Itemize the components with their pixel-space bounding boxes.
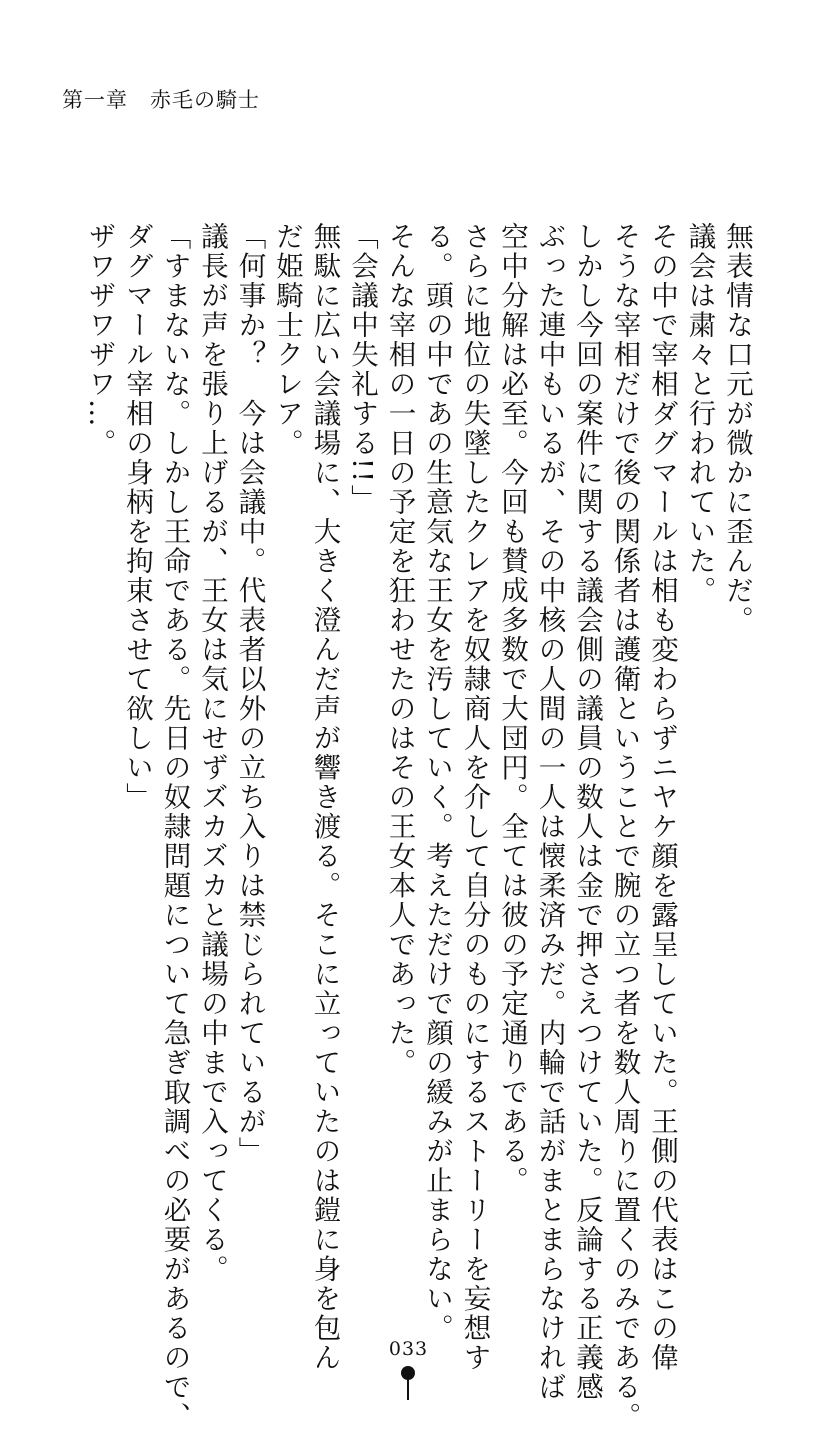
page-marker-rule bbox=[407, 1378, 409, 1400]
text-line: ぶった連中もいるが、その中核の人間の一人は懐柔済みだ。内輪で話がまとまらなければ bbox=[533, 222, 566, 1402]
text-line: 「すまないな。しかし王命である。先日の奴隷問題について急ぎ取調べの必要があるので、 bbox=[158, 222, 191, 1432]
text-line: 空中分解は必至。今回も賛成多数で大団円。全ては彼の予定通りである。 bbox=[496, 222, 528, 1196]
text-line: 議会は粛々と行われていた。 bbox=[683, 222, 716, 606]
text-line: そんな宰相の一日の予定を狂わせたのはその王女本人であった。 bbox=[383, 222, 416, 1078]
text-line: さらに地位の失墜したクレアを奴隷商人を介して自分のものにするストーリーを妄想す bbox=[458, 222, 491, 1373]
text-line: 無表情な口元が微かに歪んだ。 bbox=[721, 222, 753, 635]
chapter-title: 赤毛の騎士 bbox=[150, 88, 260, 112]
text-line: ダグマール宰相の身柄を拘束させて欲しい」 bbox=[121, 222, 153, 812]
text-line: ザワザワザワ…。 bbox=[83, 222, 116, 458]
text-line: 「何事か？ 今は会議中。代表者以外の立ち入りは禁じられているが」 bbox=[233, 222, 266, 1166]
text-line: 無駄に広い会議場に、大きく澄んだ声が響き渡る。そこに立っていたのは鎧に身を包ん bbox=[308, 222, 341, 1373]
text-line: 議長が声を張り上げるが、王女は気にせずズカズカと議場の中まで入ってくる。 bbox=[196, 222, 228, 1284]
text-line: 「会議中失礼する!!」 bbox=[346, 222, 378, 514]
text-line: その中で宰相ダグマールは相も変わらずニヤケ顔を露呈していた。王側の代表はこの偉 bbox=[646, 222, 678, 1373]
running-header bbox=[62, 84, 260, 114]
text-line: そうな宰相だけで後の関係者は護衛ということで腕の立つ者を数人周りに置くのみである。 bbox=[608, 222, 641, 1432]
page-number: 033 bbox=[388, 1338, 429, 1360]
chapter-number: 第一章 bbox=[62, 88, 128, 112]
text-line: だ姫騎士クレア。 bbox=[271, 222, 303, 458]
text-line: しかし今回の案件に関する議会側の議員の数人は金で押さえつけていた。反論する正義感 bbox=[571, 222, 603, 1402]
text-line: る。頭の中であの生意気な王女を汚していく。考えただけで顔の緩みが止まらない。 bbox=[421, 222, 453, 1343]
